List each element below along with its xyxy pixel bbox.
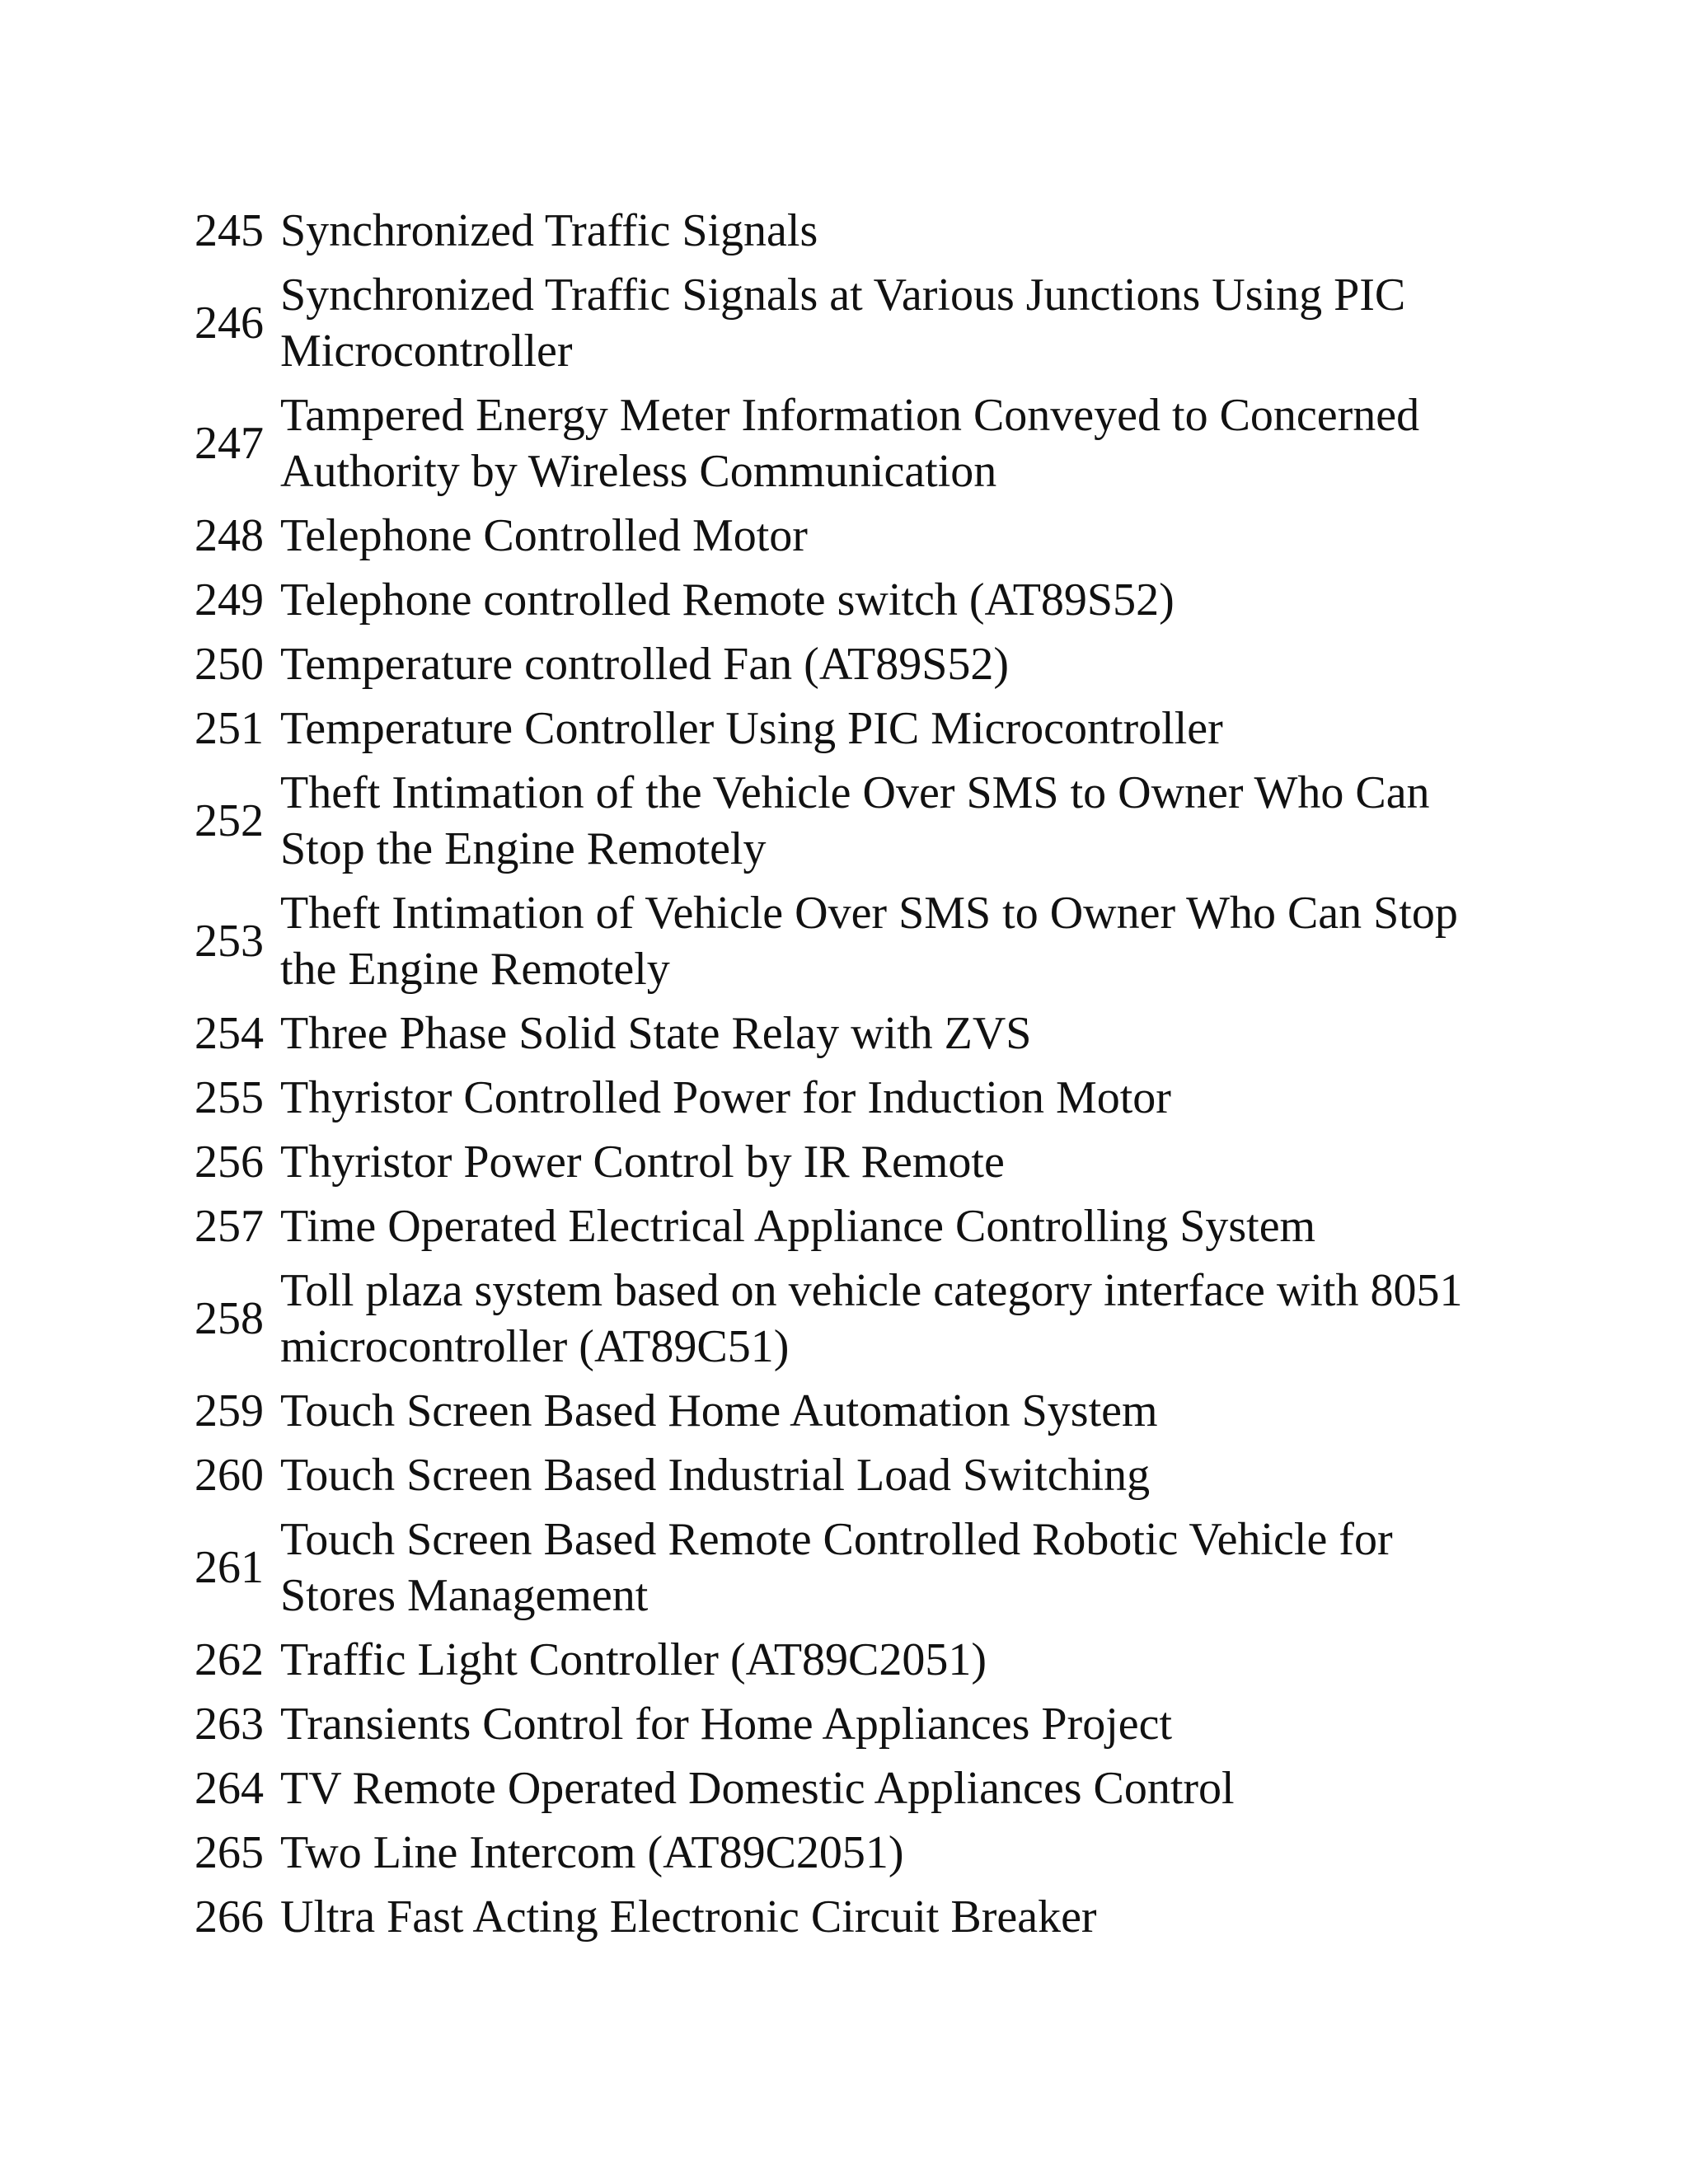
list-item bbox=[195, 1511, 1513, 1624]
list-item bbox=[195, 1383, 1513, 1439]
project-title: Time Operated Electrical Appliance Controlling System bbox=[280, 1201, 1316, 1252]
project-number: 254 bbox=[195, 1008, 264, 1059]
project-title: Synchronized Traffic Signals bbox=[280, 205, 818, 256]
list-item bbox=[195, 765, 1513, 877]
list-item bbox=[195, 1696, 1513, 1752]
list-item bbox=[195, 1760, 1513, 1816]
list-item bbox=[195, 1889, 1513, 1945]
project-title: Telephone Controlled Motor bbox=[280, 510, 808, 561]
project-title: Telephone controlled Remote switch (AT89S52) bbox=[280, 574, 1175, 626]
list-item bbox=[195, 1134, 1513, 1190]
project-number: 261 bbox=[195, 1542, 264, 1593]
project-title: Theft Intimation of Vehicle Over SMS to Owner Who Can Stop the Engine Remotely bbox=[280, 888, 1458, 995]
project-title: Three Phase Solid State Relay with ZVS bbox=[280, 1008, 1032, 1059]
list-item bbox=[195, 1198, 1513, 1254]
list-item bbox=[195, 1447, 1513, 1503]
project-number: 245 bbox=[195, 205, 264, 256]
list-item bbox=[195, 267, 1513, 379]
project-title: Two Line Intercom (AT89C2051) bbox=[280, 1827, 904, 1878]
list-item bbox=[195, 636, 1513, 692]
project-number: 253 bbox=[195, 916, 264, 967]
list-item bbox=[195, 203, 1513, 259]
project-title: Tampered Energy Meter Information Conveyed to Concerned Authority by Wireless Communication bbox=[280, 390, 1420, 497]
project-title: Ultra Fast Acting Electronic Circuit Breaker bbox=[280, 1891, 1097, 1943]
project-number: 264 bbox=[195, 1763, 264, 1814]
list-item bbox=[195, 1070, 1513, 1126]
project-title: Thyristor Power Control by IR Remote bbox=[280, 1137, 1005, 1188]
project-number: 248 bbox=[195, 510, 264, 561]
project-number: 247 bbox=[195, 418, 264, 469]
project-number: 250 bbox=[195, 639, 264, 690]
list-item bbox=[195, 701, 1513, 757]
project-title: Transients Control for Home Appliances Project bbox=[280, 1699, 1173, 1750]
project-title: TV Remote Operated Domestic Appliances Control bbox=[280, 1763, 1235, 1814]
list-item bbox=[195, 387, 1513, 499]
project-title: Touch Screen Based Home Automation System bbox=[280, 1385, 1158, 1436]
list-item bbox=[195, 572, 1513, 628]
project-number: 255 bbox=[195, 1072, 264, 1123]
project-number: 249 bbox=[195, 574, 264, 626]
project-number: 246 bbox=[195, 298, 264, 349]
list-item bbox=[195, 508, 1513, 564]
project-title: Temperature controlled Fan (AT89S52) bbox=[280, 639, 1010, 690]
project-number: 265 bbox=[195, 1827, 264, 1878]
project-number: 256 bbox=[195, 1137, 264, 1188]
project-title: Temperature Controller Using PIC Microcontroller bbox=[280, 703, 1223, 754]
list-item bbox=[195, 1632, 1513, 1688]
project-number: 266 bbox=[195, 1891, 264, 1943]
list-item bbox=[195, 1005, 1513, 1062]
project-title: Touch Screen Based Remote Controlled Robotic Vehicle for Stores Management bbox=[280, 1514, 1393, 1621]
project-title: Thyristor Controlled Power for Induction Motor bbox=[280, 1072, 1171, 1123]
project-number: 259 bbox=[195, 1385, 264, 1436]
project-title: Touch Screen Based Industrial Load Switching bbox=[280, 1450, 1151, 1501]
list-item bbox=[195, 885, 1513, 997]
project-title: Synchronized Traffic Signals at Various Junctions Using PIC Microcontroller bbox=[280, 269, 1406, 377]
project-number: 257 bbox=[195, 1201, 264, 1252]
project-title: Toll plaza system based on vehicle category interface with 8051 microcontroller (AT89C51) bbox=[280, 1265, 1463, 1372]
project-title: Traffic Light Controller (AT89C2051) bbox=[280, 1634, 987, 1685]
project-number: 251 bbox=[195, 703, 264, 754]
list-item bbox=[195, 1263, 1513, 1375]
list-item bbox=[195, 1825, 1513, 1881]
project-number: 260 bbox=[195, 1450, 264, 1501]
project-number: 262 bbox=[195, 1634, 264, 1685]
project-list bbox=[195, 203, 1513, 1953]
project-number: 263 bbox=[195, 1699, 264, 1750]
project-title: Theft Intimation of the Vehicle Over SMS to Owner Who Can Stop the Engine Remotely bbox=[280, 767, 1430, 874]
project-number: 252 bbox=[195, 795, 264, 846]
project-number: 258 bbox=[195, 1293, 264, 1344]
